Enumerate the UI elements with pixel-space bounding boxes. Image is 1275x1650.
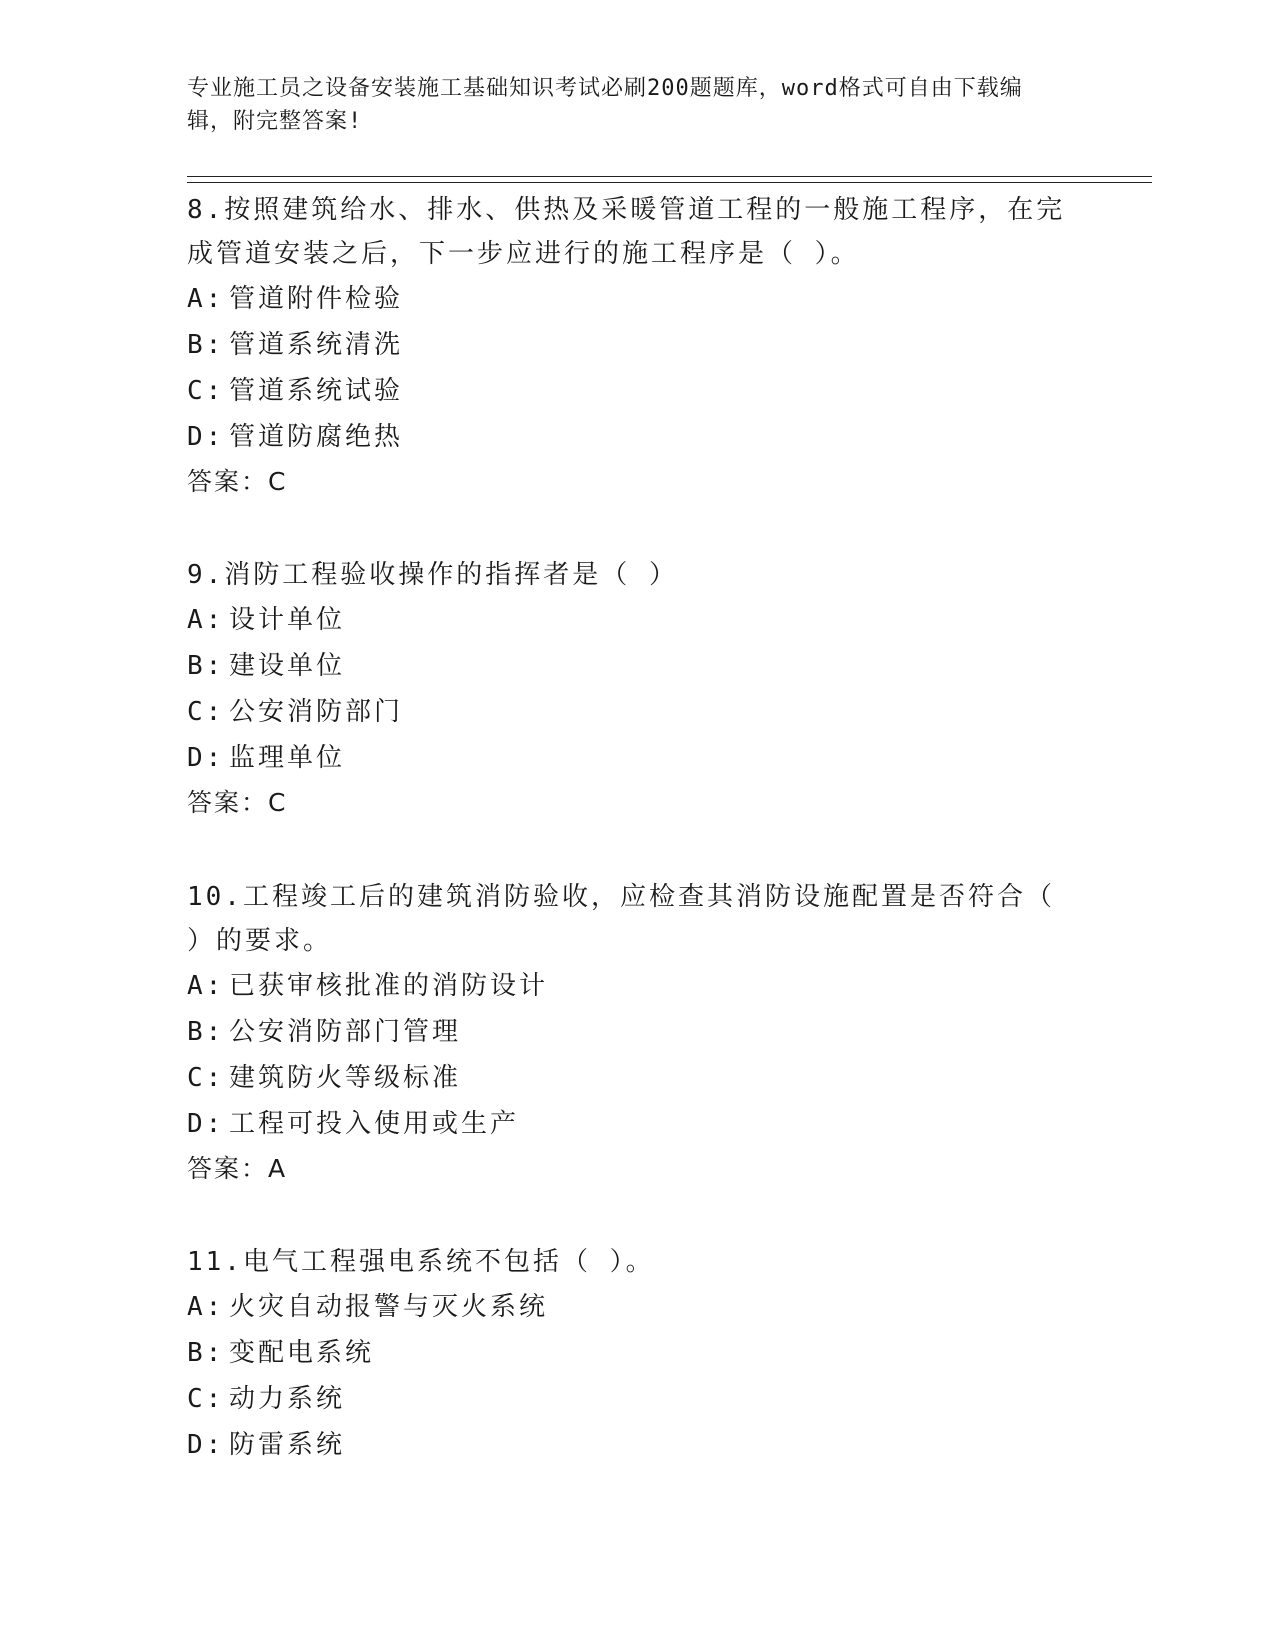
option-text: 公安消防部门管理 — [229, 1017, 462, 1047]
question-stem: 10.工程竣工后的建筑消防验收，应检查其消防设施配置是否符合（ ）的要求。 — [187, 882, 1055, 956]
option-letter: C: — [187, 1384, 225, 1414]
option-letter: D: — [187, 422, 225, 452]
answer-line — [187, 460, 1087, 504]
option-d — [187, 1101, 1087, 1147]
option-text: 建筑防火等级标准 — [229, 1063, 462, 1093]
option-letter: B: — [187, 1017, 225, 1047]
option-letter: B: — [187, 651, 225, 681]
option-d — [187, 735, 1087, 781]
answer-line — [187, 781, 1087, 825]
question-10 — [187, 875, 1087, 1191]
option-letter: A: — [187, 605, 225, 635]
option-b — [187, 322, 1087, 368]
option-a — [187, 276, 1087, 322]
option-letter: D: — [187, 743, 225, 773]
option-text: 设计单位 — [229, 605, 346, 635]
option-letter: C: — [187, 697, 225, 727]
answer-value: A — [268, 1154, 286, 1183]
option-letter: C: — [187, 1063, 225, 1093]
option-letter: A: — [187, 1292, 225, 1322]
option-b — [187, 1330, 1087, 1376]
option-b — [187, 1009, 1087, 1055]
option-c — [187, 368, 1087, 414]
option-c — [187, 1376, 1087, 1422]
option-text: 监理单位 — [229, 743, 346, 773]
answer-label: 答案： — [187, 1154, 269, 1183]
option-letter: B: — [187, 1338, 225, 1368]
answer-value: C — [268, 788, 286, 817]
question-stem: 9.消防工程验收操作的指挥者是（ ） — [187, 560, 678, 590]
option-c — [187, 689, 1087, 735]
question-stem: 8.按照建筑给水、排水、供热及采暖管道工程的一般施工程序，在完成管道安装之后，下一步应进行的施工程序是（ ）。 — [187, 195, 1066, 269]
option-text: 工程可投入使用或生产 — [229, 1109, 520, 1139]
option-letter: D: — [187, 1109, 225, 1139]
question-stem: 11.电气工程强电系统不包括（ ）。 — [187, 1247, 655, 1277]
header-divider-top — [187, 176, 1152, 177]
option-a — [187, 1284, 1087, 1330]
question-11 — [187, 1240, 1087, 1468]
option-d — [187, 414, 1087, 460]
option-a — [187, 963, 1087, 1009]
option-text: 管道系统清洗 — [229, 330, 404, 360]
option-text: 管道防腐绝热 — [229, 422, 404, 452]
option-text: 管道系统试验 — [229, 376, 404, 406]
option-letter: C: — [187, 376, 225, 406]
option-letter: A: — [187, 284, 225, 314]
question-8 — [187, 188, 1087, 504]
option-letter: D: — [187, 1430, 225, 1460]
option-b — [187, 643, 1087, 689]
option-text: 管道附件检验 — [229, 284, 404, 314]
document-header: 专业施工员之设备安装施工基础知识考试必刷200题题库，word格式可自由下载编辑，附完整答案! — [187, 76, 1023, 134]
option-text: 变配电系统 — [229, 1338, 375, 1368]
answer-line — [187, 1147, 1087, 1191]
option-a — [187, 597, 1087, 643]
option-text: 火灾自动报警与灭火系统 — [229, 1292, 549, 1322]
option-letter: B: — [187, 330, 225, 360]
option-d — [187, 1422, 1087, 1468]
answer-label: 答案： — [187, 788, 269, 817]
answer-label: 答案： — [187, 467, 269, 496]
question-9 — [187, 553, 1087, 825]
answer-value: C — [268, 467, 286, 496]
option-text: 已获审核批准的消防设计 — [229, 971, 549, 1001]
option-text: 动力系统 — [229, 1384, 346, 1414]
option-text: 公安消防部门 — [229, 697, 404, 727]
option-letter: A: — [187, 971, 225, 1001]
option-text: 建设单位 — [229, 651, 346, 681]
header-divider-bottom — [187, 182, 1152, 183]
option-text: 防雷系统 — [229, 1430, 346, 1460]
option-c — [187, 1055, 1087, 1101]
